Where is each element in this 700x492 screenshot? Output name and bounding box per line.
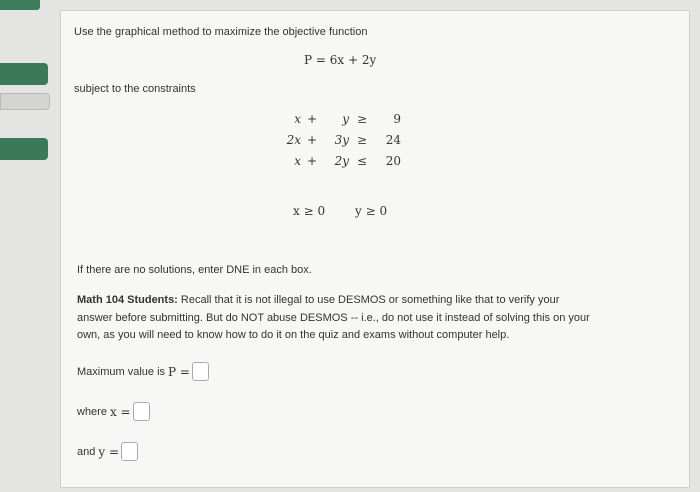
constraint-term-a: 2x [286,132,301,147]
objective-function [304,53,376,67]
x-value-input[interactable] [133,402,150,421]
constraint-row [279,150,401,171]
y-value-input[interactable] [121,442,138,461]
constraint-relation: ≥ [356,132,368,147]
sidebar-tab-1[interactable] [0,63,48,85]
constraint-term-b: 3y [334,132,349,147]
and-label: and [77,445,96,458]
sidebar-tab-2[interactable] [0,93,50,110]
nonneg-x: x ≥ 0 [293,204,326,218]
constraint-rhs: 20 [385,153,401,168]
students-label: Math 104 Students: [77,294,178,306]
constraints-system [279,108,401,171]
objective-text: P = 6x + 2y [304,53,377,67]
constraint-term-a: x [294,153,301,168]
y-value-var: y = [98,444,120,459]
constraint-relation: ≤ [356,153,368,168]
max-value-label: Maximum value is [77,365,166,378]
question-card [60,10,690,488]
students-note-text: Recall that it is not illegal to use DESMOS or something like that to verify your answer before submitting. But do NOT abuse DESMOS -- i.e., do not use it instead of solving this on your own, as you will need to know how to do it on the quiz and exams without computer help. [77,294,590,341]
y-value-row [77,442,138,461]
constraint-row [279,129,401,150]
constraint-rhs: 24 [385,132,401,147]
max-value-var: P = [168,364,190,379]
constraint-rhs: 9 [393,111,401,126]
max-value-row [77,362,209,381]
dne-note: If there are no solutions, enter DNE in each box. [77,264,312,276]
where-label: where [77,405,107,418]
constraint-term-b: 2y [334,153,349,168]
x-value-row [77,402,150,421]
sidebar-tab-top[interactable] [0,0,40,10]
constraint-operator: + [306,111,318,126]
problem-intro: Use the graphical method to maximize the objective function [74,26,368,38]
sidebar-tab-3[interactable] [0,138,48,160]
constraint-relation: ≥ [356,111,368,126]
constraint-row [279,108,401,129]
constraint-operator: + [306,132,318,147]
students-note [77,292,597,345]
subject-to-label: subject to the constraints [74,83,196,95]
constraint-term-a: x [294,111,301,126]
constraint-term-b: y [342,111,349,126]
max-value-input[interactable] [192,362,209,381]
nonneg-y: y ≥ 0 [355,204,388,218]
constraint-operator: + [306,153,318,168]
x-value-var: x = [109,404,131,419]
